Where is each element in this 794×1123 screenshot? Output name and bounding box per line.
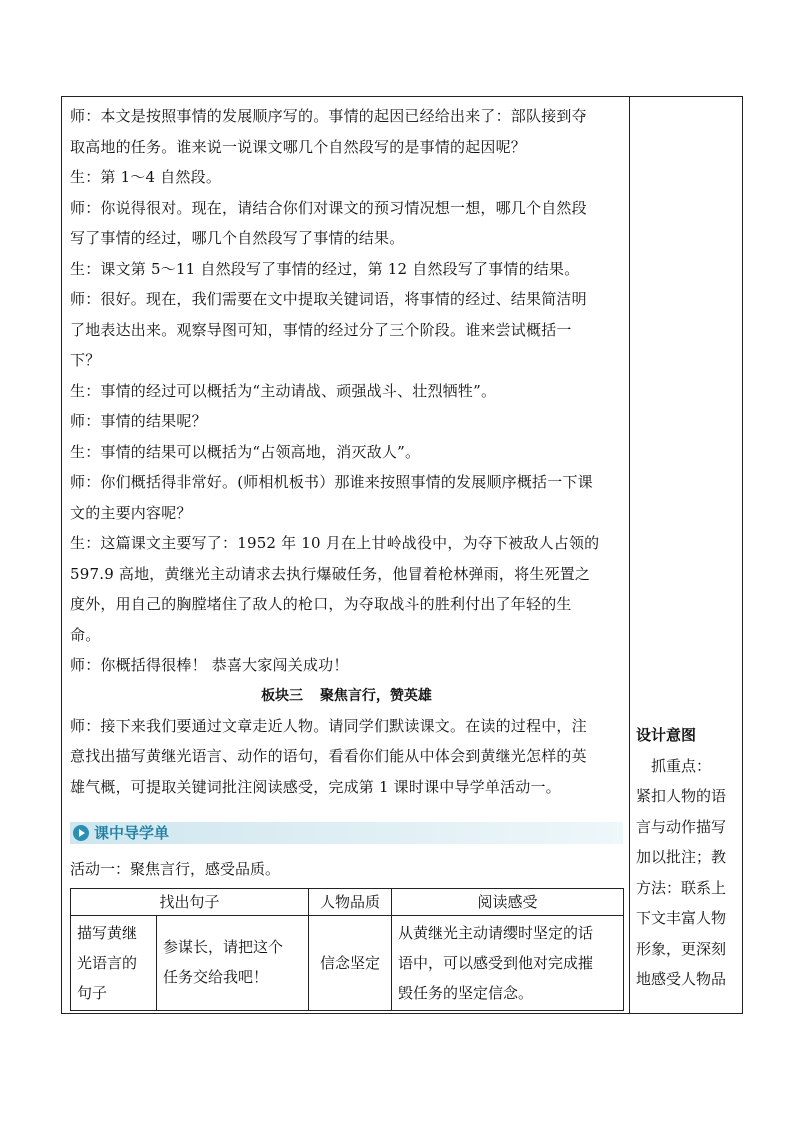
cell-line: 光语言的 [77, 954, 138, 972]
dialogue-line: 生：这篇课文主要写了：1952 年 10 月在上甘岭战役中，为夺下被敌人占领的 [70, 534, 600, 552]
side-note-line: 下文丰富人物 [636, 909, 727, 927]
cell-line: 从黄继光主动请缨时坚定的话 [398, 924, 594, 942]
play-circle-icon [73, 825, 89, 841]
section-heading-title: 聚焦言行，赞英雄 [319, 687, 432, 704]
cell-line: 句子 [77, 984, 108, 1002]
side-note-line: 抓重点： [636, 756, 712, 775]
activity-table [70, 888, 624, 1011]
design-intent-column [636, 720, 740, 995]
main-column [70, 101, 623, 802]
dialogue-line: 师：你说得很对。现在，请结合你们对课文的预习情况想一想，哪几个自然段 [70, 198, 587, 217]
side-note-line: 紧扣人物的语 [636, 787, 727, 805]
side-note-line: 言与动作描写 [636, 817, 727, 836]
dialogue-line: 雄气概，可提取关键词批注阅读感受，完成第 1 课时课中导学单活动一。 [70, 777, 561, 796]
section-heading-part: 板块三 [261, 687, 304, 704]
cell-line: 语中，可以感受到他对完成摧 [398, 954, 594, 972]
section-heading [70, 681, 623, 711]
activity-title: 活动一：聚焦言行，感受品质。 [70, 860, 281, 878]
cell-line: 描写黄继 [77, 924, 138, 942]
side-note-line: 方法：联系上 [636, 878, 727, 897]
cell-line: 任务交给我吧！ [163, 968, 269, 986]
dialogue-line: 师：你概括得很棒！ 恭喜大家闯关成功！ [70, 656, 349, 674]
dialogue-line: 意找出描写黄继光语言、动作的语句，看看你们能从中体会到黄继光怎样的英 [70, 747, 587, 765]
quality-cell: 信念坚定 [309, 916, 392, 1011]
table-row [71, 916, 624, 1011]
dialogue-line: 生：第 1～4 自然段。 [70, 168, 222, 186]
dialogue-line: 师：事情的结果呢？ [70, 412, 207, 430]
feeling-cell [392, 916, 624, 1011]
dialogue-line: 取高地的任务。谁来说一说课文哪几个自然段写的是事情的起因呢？ [70, 137, 527, 156]
guide-sheet-title: 课中导学单 [94, 824, 170, 842]
sentence-cell [157, 916, 309, 1011]
dialogue-line: 师：很好。现在，我们需要在文中提取关键词语，将事情的经过、结果简洁明 [70, 290, 587, 308]
dialogue-line: 了地表达出来。观察导图可知，事情的经过分了三个阶段。谁来尝试概括一 [70, 320, 572, 339]
table-header-cell: 人物品质 [309, 889, 392, 916]
cell-line: 参谋长，请把这个 [163, 938, 284, 956]
dialogue-line: 师：你们概括得非常好。(师相机板书）那谁来按照事情的发展顺序概括一下课 [70, 473, 593, 491]
dialogue-line: 度外，用自己的胸膛堵住了敌人的枪口，为夺取战斗的胜利付出了年轻的生 [70, 595, 572, 613]
side-note-line: 形象，更深刻 [636, 939, 727, 958]
dialogue-line: 命。 [70, 625, 101, 644]
table-header-cell: 找出句子 [71, 889, 309, 916]
guide-sheet-banner [70, 822, 623, 844]
dialogue-line: 生：事情的经过可以概括为“主动请战、顽强战斗、壮烈牺牲”。 [70, 381, 497, 400]
dialogue-line: 生：课文第 5～11 自然段写了事情的经过，第 12 自然段写了事情的结果。 [70, 259, 580, 278]
table-header-row [71, 889, 624, 916]
dialogue-line: 写了事情的经过，哪几个自然段写了事情的结果。 [70, 229, 405, 247]
sentence-text [163, 932, 302, 992]
category-cell [71, 916, 157, 1011]
side-note-line: 加以批注；教 [636, 848, 727, 866]
side-note-line: 地感受人物品 [636, 970, 727, 988]
dialogue-line: 下？ [70, 351, 101, 369]
lesson-table-frame [61, 96, 743, 1014]
design-intent-title: 设计意图 [636, 726, 697, 744]
dialogue-line: 597.9 高地，黄继光主动请求去执行爆破任务，他冒着枪林弹雨，将生死置之 [70, 564, 591, 583]
dialogue-line: 师：本文是按照事情的发展顺序写的。事情的起因已经给出来了：部队接到夺 [70, 107, 587, 125]
dialogue-line: 生：事情的结果可以概括为“占领高地，消灭敌人”。 [70, 442, 421, 461]
column-divider [629, 97, 630, 1013]
cell-line: 毁任务的坚定信念。 [398, 984, 534, 1002]
table-header-cell: 阅读感受 [392, 889, 624, 916]
dialogue-line: 师：接下来我们要通过文章走近人物。请同学们默读课文。在读的过程中，注 [70, 716, 587, 735]
dialogue-line: 文的主要内容呢？ [70, 503, 192, 522]
